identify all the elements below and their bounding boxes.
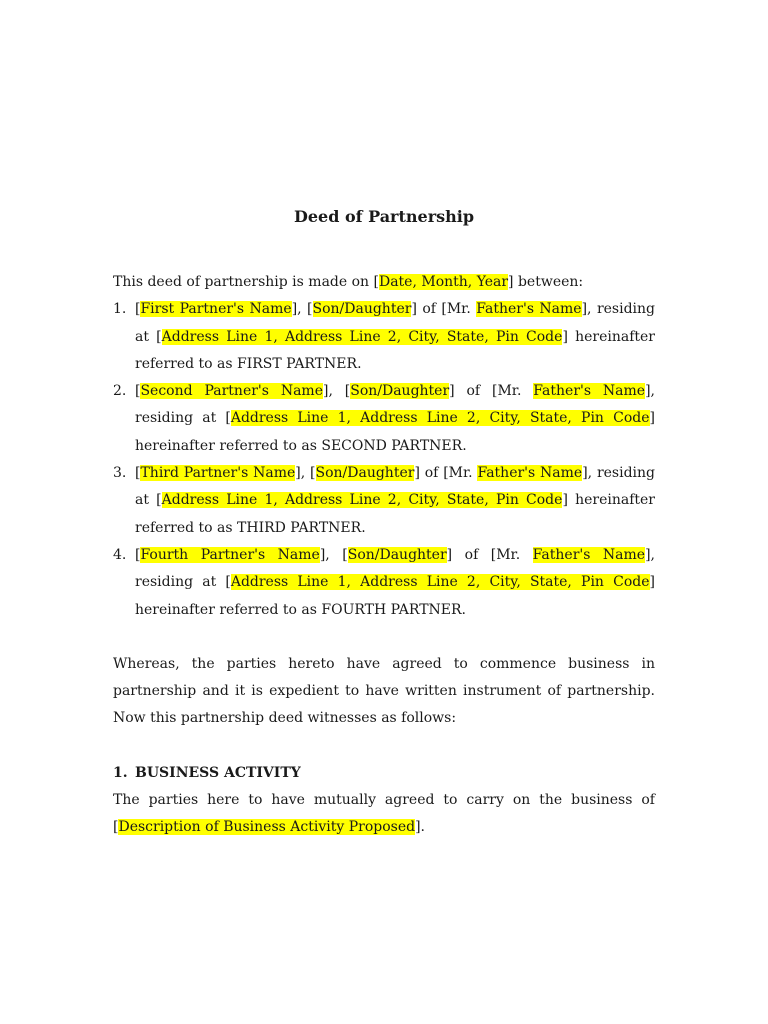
partner-item (113, 542, 655, 624)
section-heading-business-activity (113, 760, 655, 787)
address-placeholder: Address Line 1, Address Line 2, City, State, Pin Code (161, 492, 563, 509)
father-name-placeholder: Father's Name (533, 383, 646, 400)
bracket-open: [ (135, 465, 141, 482)
partner-item (113, 460, 655, 542)
father-name-placeholder: Father's Name (476, 301, 582, 318)
business-text-after: ]. (415, 819, 425, 836)
partner-number: 4. (113, 546, 127, 563)
address-placeholder: Address Line 1, Address Line 2, City, State, Pin Code (230, 574, 650, 591)
partner-number: 2. (113, 383, 127, 400)
business-text-before: The parties here to have mutually agreed to carry on the business of [ (113, 792, 655, 836)
whereas-paragraph: Whereas, the parties hereto have agreed to commence business in partnership and it is expedient to have written instrument of partnership. Now this partnership deed witnesses as follows: (113, 655, 655, 727)
partner-designation: SECOND PARTNER. (321, 437, 467, 454)
text-separator: ], residing at [ (135, 383, 655, 427)
relation-placeholder: Son/Daughter (312, 301, 412, 318)
text-separator: ], residing at [ (135, 546, 656, 591)
business-activity-paragraph (113, 787, 655, 842)
text-separator: ], residing at [ (135, 301, 655, 345)
father-name-placeholder: Father's Name (532, 546, 646, 563)
partner-item (113, 296, 655, 378)
partner-designation: FIRST PARTNER. (237, 355, 362, 372)
partner-number: 3. (113, 465, 127, 482)
date-placeholder: Date, Month, Year (378, 274, 509, 290)
paragraph-spacer (113, 624, 655, 651)
partner-name-placeholder: Fourth Partner's Name (140, 546, 320, 563)
intro-paragraph (113, 269, 655, 296)
text-separator: ] of [Mr. (449, 383, 534, 400)
partners-list (113, 296, 655, 624)
partner-name-placeholder: Third Partner's Name (140, 465, 296, 482)
partner-designation: THIRD PARTNER. (237, 519, 366, 536)
text-separator: ] of [Mr. (411, 301, 477, 318)
bracket-open: [ (135, 301, 141, 318)
text-separator: ] hereinafter referred to as (135, 492, 655, 536)
partner-text (135, 542, 655, 624)
partner-text (135, 460, 655, 542)
text-separator: ] hereinafter referred to as (135, 574, 655, 618)
partner-item (113, 378, 655, 460)
text-separator: ] of [Mr. (414, 465, 478, 482)
partner-text (135, 296, 655, 378)
relation-placeholder: Son/Daughter (315, 465, 415, 482)
address-placeholder: Address Line 1, Address Line 2, City, State, Pin Code (161, 328, 563, 345)
document-body (113, 269, 655, 842)
father-name-placeholder: Father's Name (477, 465, 583, 482)
section-number: 1. (113, 764, 128, 781)
text-separator: ], residing at [ (135, 465, 656, 509)
text-separator: ], [ (295, 465, 316, 482)
partner-name-placeholder: Second Partner's Name (140, 383, 323, 400)
text-separator: ] of [Mr. (446, 546, 533, 563)
text-separator: ] hereinafter referred to as (135, 328, 655, 372)
relation-placeholder: Son/Daughter (347, 546, 447, 563)
intro-text-before: This deed of partnership is made on [ (113, 274, 379, 290)
partner-number: 1. (113, 301, 127, 318)
text-separator: ] hereinafter referred to as (135, 410, 655, 454)
paragraph-spacer (113, 733, 655, 760)
partner-name-placeholder: First Partner's Name (140, 301, 292, 318)
text-separator: ], [ (319, 546, 348, 563)
business-description-placeholder: Description of Business Activity Proposed (118, 819, 416, 836)
relation-placeholder: Son/Daughter (350, 383, 450, 400)
text-separator: ], [ (291, 301, 313, 318)
document-title: Deed of Partnership (293, 207, 475, 226)
section-title: BUSINESS ACTIVITY (135, 764, 301, 781)
text-separator: ], [ (322, 383, 351, 400)
intro-text-after: ] between: (508, 274, 584, 290)
partner-text (135, 378, 655, 460)
bracket-open: [ (135, 383, 141, 400)
address-placeholder: Address Line 1, Address Line 2, City, State, Pin Code (230, 410, 650, 427)
partner-designation: FOURTH PARTNER. (321, 601, 466, 618)
bracket-open: [ (135, 546, 141, 563)
